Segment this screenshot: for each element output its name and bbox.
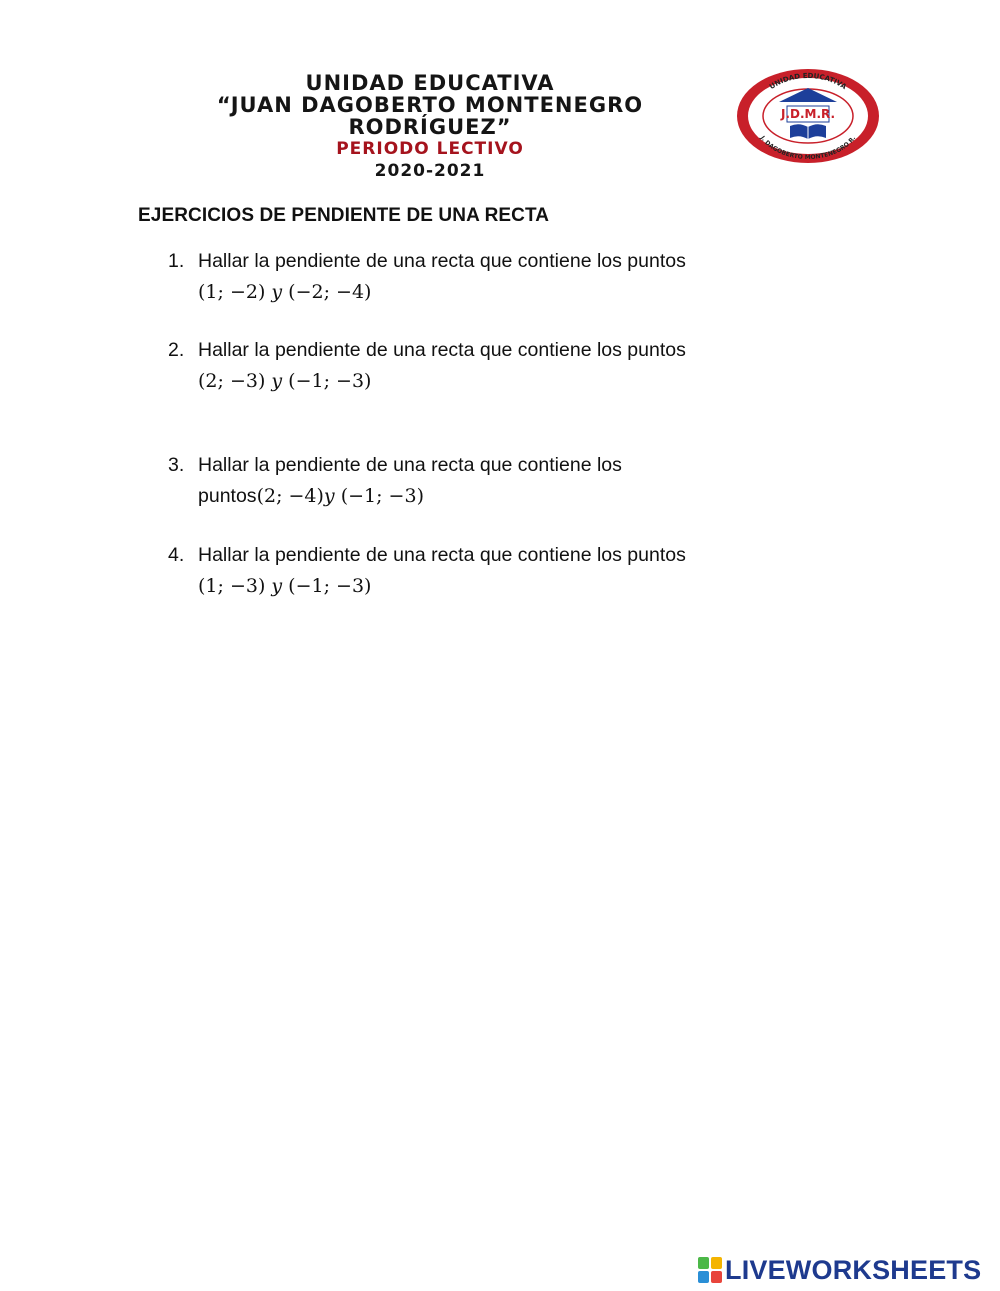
seal-top-text: UNIDAD EDUCATIVA <box>768 71 848 92</box>
seal-initials: J.D.M.R. <box>780 107 836 121</box>
exercise-3 <box>168 450 788 512</box>
exercise-points: (1; −2) 𝑦 (−2; −4) <box>198 281 372 303</box>
exercise-2 <box>168 335 788 397</box>
exercise-statement: Hallar la pendiente de una recta que contiene los puntos <box>198 339 686 361</box>
school-years: 2020-2021 <box>374 161 486 181</box>
exercise-points: (2; −4)𝑦 (−1; −3) <box>256 485 424 507</box>
seal-bottom-text: J. DAGOBERTO MONTENEGRO R. <box>758 134 858 162</box>
exercise-number: 3. <box>168 454 185 476</box>
exercise-statement: Hallar la pendiente de una recta que contiene los <box>198 454 622 476</box>
school-seal-logo <box>735 66 881 166</box>
brand-name: LIVEWORKSHEETS <box>725 1254 982 1285</box>
school-seal-icon <box>735 66 881 166</box>
exercise-points: (2; −3) 𝑦 (−1; −3) <box>198 370 372 392</box>
exercise-statement-continued: puntos <box>198 485 257 507</box>
school-name-line-3: RODRÍGUEZ” <box>348 115 512 139</box>
school-name-line-2: “JUAN DAGOBERTO MONTENEGRO <box>216 93 644 117</box>
exercise-statement: Hallar la pendiente de una recta que contiene los puntos <box>198 544 686 566</box>
liveworksheets-logo-icon <box>698 1257 722 1283</box>
school-header <box>120 72 740 182</box>
exercise-points: (1; −3) 𝑦 (−1; −3) <box>198 575 372 597</box>
exercise-1 <box>168 246 788 308</box>
liveworksheets-brand[interactable] <box>698 1253 981 1287</box>
exercise-number: 2. <box>168 339 185 361</box>
exercise-number: 4. <box>168 544 185 566</box>
school-name-line-1: UNIDAD EDUCATIVA <box>305 71 555 95</box>
period-label: PERIODO LECTIVO <box>336 139 524 159</box>
exercise-number: 1. <box>168 250 185 272</box>
worksheet-title: EJERCICIOS DE PENDIENTE DE UNA RECTA <box>138 205 550 226</box>
exercise-4 <box>168 540 788 602</box>
exercise-statement: Hallar la pendiente de una recta que contiene los puntos <box>198 250 686 272</box>
